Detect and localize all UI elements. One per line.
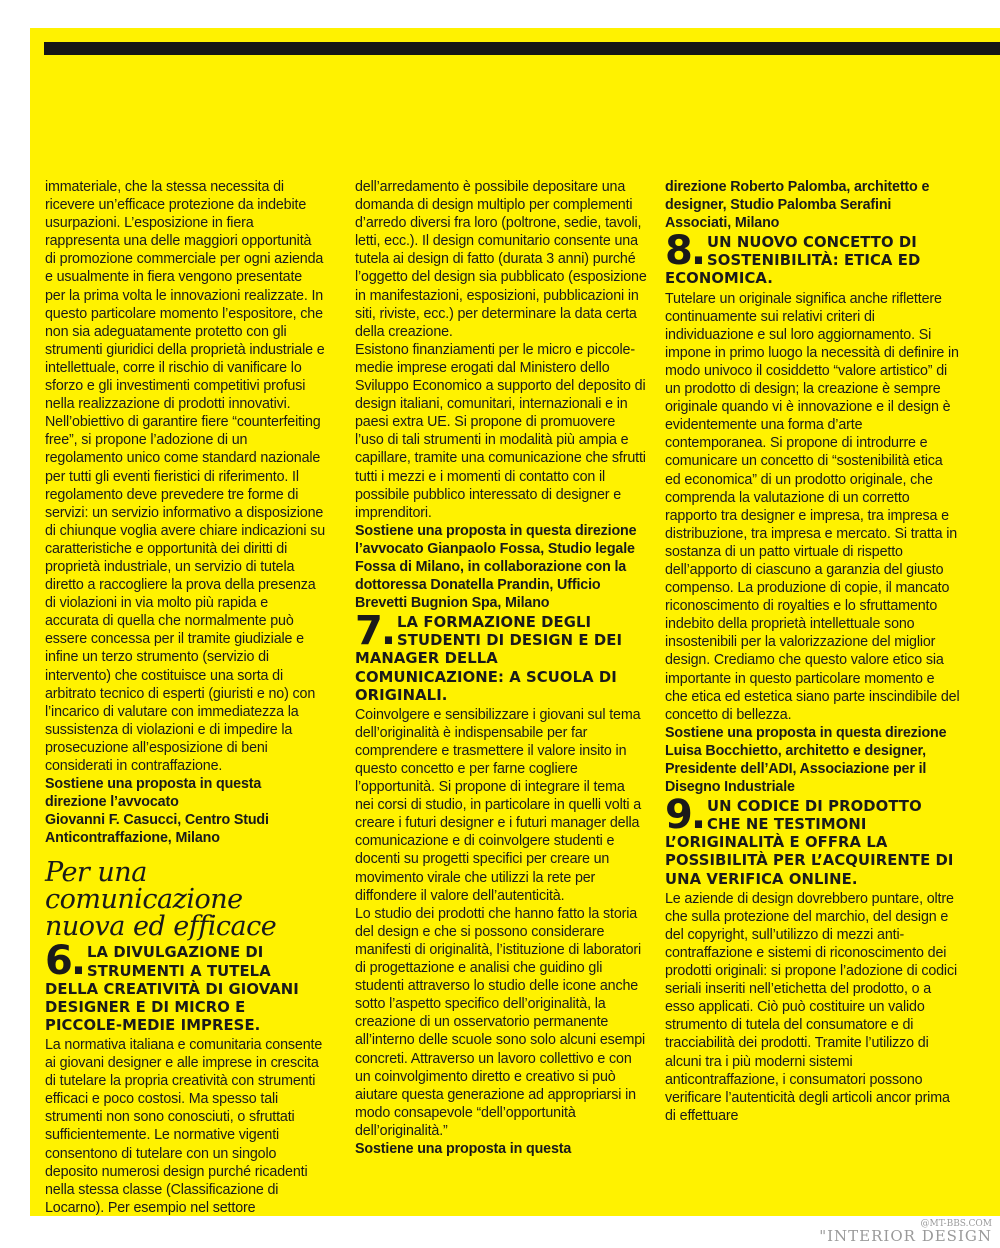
credit-line: Sostiene una proposta in questa — [355, 1140, 572, 1157]
heading-8 — [665, 228, 960, 288]
column-3 — [665, 178, 960, 1125]
watermark-line: "INTERIOR DESIGN — [819, 1227, 992, 1245]
paragraph: Le aziende di design dovrebbero puntare, oltre che sulla protezione del marchio, del design e del copyright, sull’utilizzo di mezzi anti-contraffazione e sistemi di riconoscimento dei prodotti originali: si propone l’adozione di codici seriali inseriti nell’etichetta del prodotto, o a esso applicati. Ciò può costituire un valido strumento di tutela del consumatore e di tracciabilità dei prodotti. Tramite l’utilizzo di alcuni tra i più moderni sistemi anticontraffazione, i consumatori possono verificare l’autenticità degli articoli ancor prima di effettuare — [665, 890, 957, 1124]
heading-number: 7. — [355, 608, 395, 655]
paragraph: Coinvolgere e sensibilizzare i giovani sul tema dell’originalità è indispensabile per far comprendere e trasmettere il valore insito in questo concetto e per farne cogliere l’opportunità. Si propone di integrare il tema nei corsi di studio, in particolare in quelli volti a creare i futuri designer e i futuri manager della comunicazione e di coinvolgere studenti e docenti su progetti specifici per creare un movimento virale che utilizzi la rete per diffondere il valore dell’autenticità. — [355, 706, 642, 904]
paragraph: immateriale, che la stessa necessita di ricevere un’efficace protezione da indebite usurpazioni. L’esposizione in fiera rappresenta una delle maggiori opportunità di promozione commerciale per ogni azienda e usualmente in fiera vengono presentate per la prima volta le innovazioni realizzate. In questo particolare momento l’espositore, che non sia adeguatamente protetto con gli strumenti giuridici della proprietà industriale e intellettuale, corre il rischio di vanificare lo sforzo e gli investimenti competitivi profusi nella realizzazione di prodotti innovativi. — [45, 179, 325, 413]
heading-text: UN NUOVO CONCETTO DI SOSTENIBILITÀ: ETICA ED ECONOMICA. — [665, 234, 921, 288]
paragraph: Lo studio dei prodotti che hanno fatto la storia del design e che si possono considerare manifesti di originalità, l’istituzione di laboratori di progettazione e analisi che guidino gli studenti attraverso lo studio delle icone anche sotto l’aspetto specifico dell’originalità, la creazione di un osservatorio permanente all’interno delle scuole sono solo alcuni esempi concreti. Attraverso un lavoro collettivo e con un coinvolgimento diretto e creativo si può aiutare questa generazione ad appropriarsi in modo consapevole “dell’opportunità dell’originalità.” — [355, 905, 646, 1139]
section-title-line: nuova ed efficace — [45, 911, 277, 943]
heading-number: 8. — [665, 228, 705, 275]
paragraph: Tutelare un originale significa anche riflettere continuamente sui relativi criteri di individuazione e sul loro aggiornamento. Si impone in primo luogo la necessità di definire in modo univoco il cosiddetto “valore artistico” di un prodotto di design; la creazione è sempre originale quando vi è innovazione e il design è evidentemente una forma d’arte contemporanea. Si propone di introdurre e comunicare un concetto di “sostenibilità etica ed economica” di un prodotto originale, che comprenda la valutazione di un corretto rapporto tra designer e impresa, tra impresa e distribuzione, tra impresa e mercato. Si tratta in sostanza di un patto virtuale di rispetto dell’apporto di ciascuno a garanzia del giusto compenso. La produzione di copie, il mancato riconoscimento di royalties e lo sfruttamento indebito della proprietà intellettuale sono insostenibili per la valorizzazione del miglior design. Crediamo che questo valore etico sia importante in questo particolare momento e che etica ed estetica siano parte inscindibile del concetto di bellezza. — [665, 290, 960, 723]
column-2 — [355, 178, 647, 1158]
paragraph: La normativa italiana e comunitaria consente ai giovani designer e alle imprese in crescita di tutelare la propria creatività con strumenti efficaci e poco costosi. Ma spesso tali strumenti non sono conosciuti, o sfruttati sufficientemente. Le normative vigenti consentono di tutelare con un singolo deposito numerosi design purché ricadenti nella stessa classe (Classificazione di Locarno). Per esempio nel settore — [45, 1036, 323, 1216]
top-rule — [44, 42, 1000, 55]
heading-number: 9. — [665, 792, 705, 839]
paragraph: dell’arredamento è possibile depositare una domanda di design multiplo per complementi d’arredo diversi fra loro (poltrone, sedie, tavoli, letti, ecc.). Il design comunitario consente una tutela ai design di fatto (durata 3 anni) purché l’oggetto del design sia pubblicato (esposizione in manifestazioni, esposizioni, pubblicazioni in siti, riviste, ecc.) per determinare la data certa della creazione. — [355, 179, 647, 340]
paragraph: Nell’obiettivo di garantire fiere “counterfeiting free”, si propone l’adozione di un regolamento unico come standard nazionale per tutti gli eventi fieristici di riferimento. Il regolamento deve prevedere tre forme di servizi: un servizio informativo a disposizione di chiunque voglia avere chiare indicazioni su caratteristiche e opportunità dei diritti di proprietà industriale, un servizio di tutela diretto a raccogliere la prova della presenza di violazioni in via molto più rapida e accurata di quella che normalmente può essere concessa per il tramite giudiziale e infine un terzo strumento (servizio di intervento) che costituisce una sorta di arbitrato tecnico di esperti (giuristi e no) con l’incarico di valutare con immediatezza la sussistenza di violazioni e di impedire la prosecuzione all’esposizione di beni considerati in contraffazione. — [45, 414, 326, 774]
heading-text: LA FORMAZIONE DEGLI STUDENTI DI DESIGN E DEI MANAGER DELLA COMUNICAZIONE: A SCUOLA DI ORIGINALI. — [355, 614, 623, 704]
credit-line: Sostiene una proposta in questa direzione Luisa Bocchietto, architetto e designer, Presidente dell’ADI, Associazione per il Disegno Industriale — [665, 724, 947, 796]
heading-text: UN CODICE DI PRODOTTO CHE NE TESTIMONI L’ORIGINALITÀ E OFFRA LA POSSIBILITÀ PER L’ACQUIRENTE DI UNA VERIFICA ONLINE. — [665, 798, 954, 888]
heading-9 — [665, 792, 960, 888]
heading-number: 6. — [45, 938, 85, 985]
credit-line: Giovanni F. Casucci, Centro Studi Anticontraffazione, Milano — [45, 812, 269, 847]
heading-text: LA DIVULGAZIONE DI STRUMENTI A TUTELA DELLA CREATIVITÀ DI GIOVANI DESIGNER E DI MICRO E PICCOLE-MEDIE IMPRESE. — [45, 944, 299, 1034]
credit-line: Sostiene una proposta in questa direzione l’avvocato — [45, 776, 262, 811]
column-1 — [45, 178, 325, 1217]
credit-line: direzione Roberto Palomba, architetto e designer, Studio Palomba Serafini Associati, Milano — [665, 179, 930, 232]
paragraph: Esistono finanziamenti per le micro e piccole-medie imprese erogati dal Ministero dello Sviluppo Economico a supporto del deposito di design italiani, comunitari, internazionali e in paesi extra UE. Si propone di promuovere l’uso di tali strumenti in modalità più ampia e capillare, tramite una comunicazione che sfrutti tutti i mezzi e i momenti di contatto con il possibile pubblico interessato di designer e imprenditori. — [355, 341, 646, 521]
credit-line: Sostiene una proposta in questa direzione l’avvocato Gianpaolo Fossa, Studio legale Fossa di Milano, in collaborazione con la dottoressa Donatella Prandin, Ufficio Brevetti Bugnion Spa, Milano — [355, 522, 637, 612]
heading-7 — [355, 608, 647, 704]
section-title — [45, 857, 325, 943]
heading-6 — [45, 938, 325, 1034]
watermark — [819, 1219, 992, 1244]
watermark-line: @MT-BBS.COM — [920, 1219, 992, 1229]
section-title-line: Per una comunicazione — [45, 857, 243, 916]
